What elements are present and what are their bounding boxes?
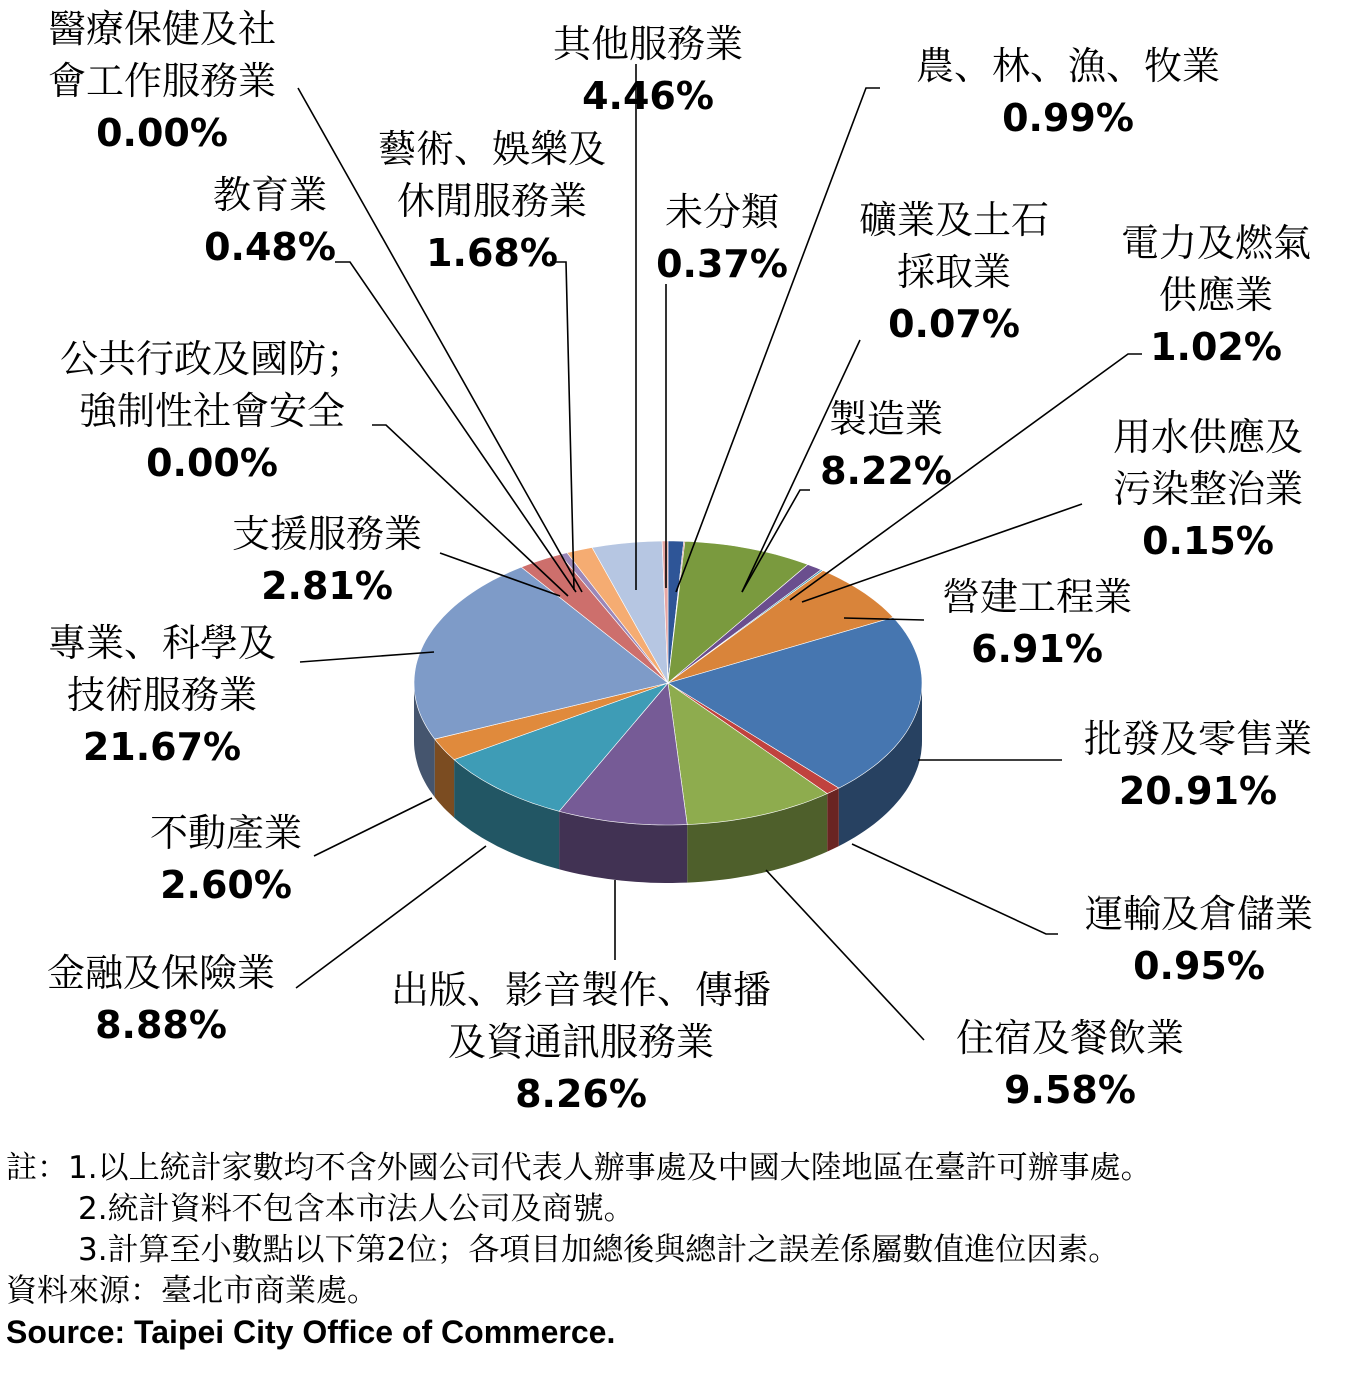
- slice-label-text: 支援服務業: [231, 512, 423, 556]
- note-1: 註：1.以上統計家數均不含外國公司代表人辦事處及中國大陸地區在臺許可辦事處。: [6, 1150, 1152, 1186]
- slice-label-text: 專業、科學及: [47, 621, 277, 665]
- slice-label-pct: 1.68%: [426, 231, 558, 275]
- slice-label-text: 及資通訊服務業: [447, 1020, 715, 1064]
- slice-label-19: [956, 1016, 1184, 1112]
- slice-label-text: 製造業: [828, 397, 944, 441]
- slice-label-5: [656, 190, 788, 286]
- slice-label-8: [60, 337, 364, 485]
- slice-label-pct: 0.15%: [1142, 519, 1274, 563]
- slice-label-18: [391, 968, 771, 1116]
- slice-label-pct: 0.95%: [1133, 944, 1265, 988]
- slice-label-0: [48, 7, 276, 155]
- slice-label-text: 技術服務業: [66, 673, 258, 717]
- slice-label-6: [859, 198, 1049, 346]
- slice-label-pct: 4.46%: [582, 74, 714, 118]
- slice-label-text: 礦業及土石: [858, 198, 1050, 242]
- leader-line-13: [300, 652, 434, 662]
- slice-label-text: 藝術、娛樂及: [377, 127, 607, 171]
- slice-label-4: [204, 173, 336, 269]
- slice-label-14: [1084, 717, 1312, 813]
- source-en: Source: Taipei City Office of Commerce.: [6, 1314, 616, 1350]
- slice-label-pct: 20.91%: [1118, 769, 1278, 813]
- slice-label-pct: 2.60%: [160, 863, 292, 907]
- slice-label-text: 批發及零售業: [1083, 717, 1313, 761]
- slice-side-7: [827, 788, 839, 852]
- note-2: 2.統計資料不包含本市法人公司及商號。: [78, 1191, 635, 1227]
- slice-label-text: 用水供應及: [1112, 415, 1304, 459]
- slice-label-15: [150, 811, 302, 907]
- slice-label-pct: 8.22%: [820, 449, 952, 493]
- slice-label-pct: 0.00%: [146, 441, 278, 485]
- slice-label-pct: 21.67%: [82, 725, 242, 769]
- slice-label-pct: 0.48%: [204, 225, 336, 269]
- slice-label-pct: 2.81%: [261, 564, 393, 608]
- source-zh: 資料來源：臺北市商業處。: [6, 1273, 378, 1309]
- slice-label-pct: 0.99%: [1002, 96, 1134, 140]
- slice-label-pct: 0.00%: [96, 111, 228, 155]
- slice-label-text: 醫療保健及社: [47, 7, 277, 51]
- slice-label-7: [1121, 221, 1311, 369]
- leader-line-19: [766, 870, 924, 1040]
- leader-line-16: [852, 844, 1058, 934]
- slice-label-1: [553, 22, 743, 118]
- note-3: 3.計算至小數點以下第2位；各項目加總後與總計之誤差係屬數值進位因素。: [78, 1232, 1120, 1268]
- slice-label-text: 教育業: [212, 173, 328, 217]
- slice-label-9: [820, 397, 952, 493]
- slice-label-text: 電力及燃氣: [1120, 221, 1312, 265]
- pie-top: [414, 541, 922, 825]
- slice-label-pct: 8.88%: [95, 1003, 227, 1047]
- slice-label-text: 出版、影音製作、傳播: [390, 968, 772, 1012]
- slice-label-text: 採取業: [896, 250, 1012, 294]
- slice-label-10: [1113, 415, 1303, 563]
- slice-label-text: 其他服務業: [552, 22, 744, 66]
- slice-label-text: 金融及保險業: [46, 951, 276, 995]
- slice-label-pct: 0.07%: [888, 302, 1020, 346]
- slice-label-text: 強制性社會安全: [78, 389, 346, 433]
- slice-label-text: 污染整治業: [1112, 467, 1304, 511]
- slice-label-text: 不動產業: [149, 811, 303, 855]
- slice-label-16: [1085, 892, 1313, 988]
- slice-label-text: 未分類: [664, 190, 780, 234]
- slice-label-text: 農、林、漁、牧業: [915, 44, 1221, 88]
- slice-label-11: [232, 512, 422, 608]
- slice-label-text: 會工作服務業: [47, 59, 277, 103]
- slice-label-13: [48, 621, 276, 769]
- slice-label-pct: 6.91%: [971, 627, 1103, 671]
- slice-label-text: 休閒服務業: [396, 179, 588, 223]
- leader-line-15: [314, 798, 432, 856]
- slice-label-pct: 8.26%: [515, 1072, 647, 1116]
- slice-label-text: 營建工程業: [941, 575, 1133, 619]
- slice-label-3: [378, 127, 606, 275]
- slice-label-12: [942, 575, 1132, 671]
- slice-label-text: 住宿及餐飲業: [955, 1016, 1185, 1060]
- footnotes: [6, 1148, 1366, 1353]
- slice-label-pct: 9.58%: [1004, 1068, 1136, 1112]
- slice-label-pct: 0.37%: [656, 242, 788, 286]
- slice-label-text: 供應業: [1158, 273, 1274, 317]
- leader-line-17: [296, 846, 486, 988]
- slice-label-17: [47, 951, 275, 1047]
- slice-label-2: [916, 44, 1220, 140]
- slice-label-text: 公共行政及國防；: [59, 337, 365, 381]
- slice-label-text: 運輸及倉儲業: [1084, 892, 1314, 936]
- slice-label-pct: 1.02%: [1150, 325, 1282, 369]
